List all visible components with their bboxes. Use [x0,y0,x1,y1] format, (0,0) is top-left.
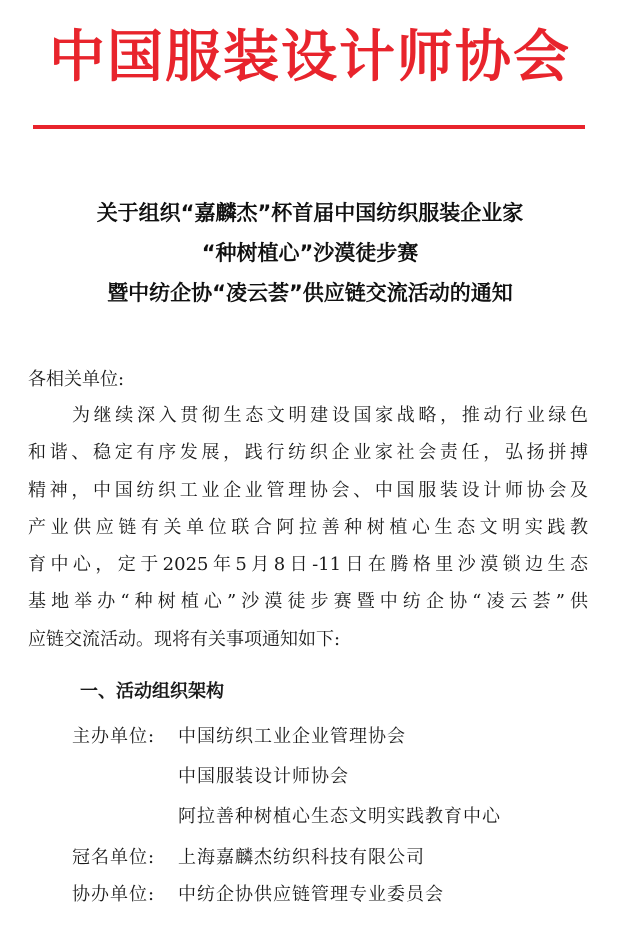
title-sponsor-label: 冠名单位: [72,847,156,868]
letterhead-org-name: 中国服装设计师协会 [49,25,571,90]
salutation: 各相关单位: [28,369,125,390]
body-line: 产业供应链有关单位联合阿拉善种树植心生态文明实践教 [28,516,588,538]
host-org: 阿拉善种树植心生态文明实践教育中心 [178,806,501,827]
body-line: 和谐、稳定有序发展，践行纺织企业家社会责任，弘扬拼搏 [28,442,588,464]
section-heading: 一、活动组织架构 [80,681,224,702]
letterhead-rule [33,125,585,129]
body-line: 精神，中国纺织工业企业管理协会、中国服装设计师协会及 [28,479,588,501]
co-organizer-label: 协办单位: [72,884,156,905]
host-org: 中国纺织工业企业管理协会 [178,726,406,747]
body-line: 为继续深入贯彻生态文明建设国家战略，推动行业绿色 [72,405,588,426]
host-label: 主办单位: [72,726,156,747]
notice-title-line-2: “种树植心”沙漠徒步赛 [201,241,419,265]
title-sponsor: 上海嘉麟杰纺织科技有限公司 [178,847,425,868]
body-line: 应链交流活动。现将有关事项通知如下: [28,628,341,650]
notice-title-line-3: 暨中纺企协“凌云荟”供应链交流活动的通知 [107,281,513,305]
notice-title-line-1: 关于组织“嘉麟杰”杯首届中国纺织服装企业家 [96,201,524,225]
body-line: 育中心，定于2025年5月8日-11日在腾格里沙漠锁边生态 [28,554,588,576]
co-organizer-row [72,878,176,912]
host-row [72,720,176,754]
body-line: 基地举办“种树植心”沙漠徒步赛暨中纺企协“凌云荟”供 [28,591,588,613]
title-sponsor-row [72,841,176,875]
co-organizer: 中纺企协供应链管理专业委员会 [178,884,444,905]
notice-title [0,193,620,313]
body-paragraph [28,397,588,658]
host-org: 中国服装设计师协会 [178,766,349,787]
